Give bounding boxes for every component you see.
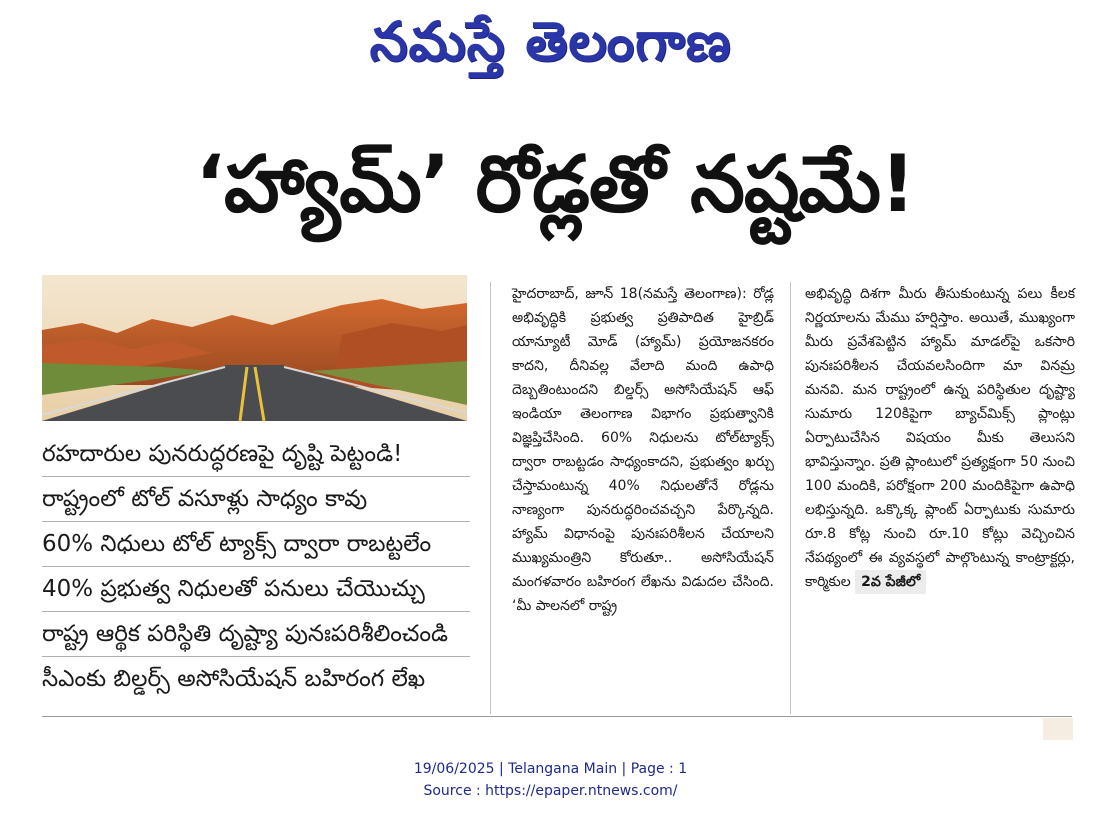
article-headline: ‘హ్యామ్’ రోడ్లతో నష్టమే! xyxy=(195,140,915,230)
page-footer xyxy=(0,758,1101,802)
bottom-divider xyxy=(42,716,1072,717)
corner-tag xyxy=(1043,718,1073,740)
article-column-2 xyxy=(805,282,1075,594)
footer-date-line: 19/06/2025 | Telangana Main | Page : 1 xyxy=(413,761,688,777)
column-divider xyxy=(790,282,791,714)
highlight-point: 60% నిధులు టోల్ ట్యాక్స్ ద్వారా రాబట్టలేం xyxy=(42,522,470,567)
article-column-1: హైదరాబాద్, జూన్ 18(నమస్తే తెలంగాణ): రోడ్ల అభివృద్ధికి ప్రభుత్వ ప్రతిపాదిత హైబ్రిడ్ యాన్యూటీ మోడ్ (హ్యామ్) ప్రయోజనకరం కాదని, దీనివల్ల వేలాది మంది ఉపాధి దెబ్బతింటుందని బిల్డర్స్ అసోసియేషన్ ఆఫ్ ఇండియా తెలంగాణ విభాగం ప్రభుత్వానికి విజ్ఞప్తిచేసింది. 60% నిధులను టోల్‌ట్యాక్స్ ద్వారా రాబట్టడం సాధ్యంకాదని, ప్రభుత్వం ఖర్చు చేస్తామంటున్న 40% నిధులతోనే రోడ్లను నాణ్యంగా పునరుద్ధరించవచ్చని పేర్కొన్నది. హ్యామ్ విధానంపై పునఃపరిశీలన చేయాలని ముఖ్యమంత్రిని కోరుతూ.. అసోసియేషన్ మంగళవారం బహిరంగ లేఖను విడుదల చేసింది. ‘మీ పాలనలో రాష్ట్ర xyxy=(512,286,774,614)
highlight-point: రాష్ట్ర ఆర్థిక పరిస్థితి దృష్ట్యా పునఃపరిశీలించండి xyxy=(42,612,470,657)
highlight-point: 40% ప్రభుత్వ నిధులతో పనులు చేయొచ్చు xyxy=(42,567,470,612)
continued-page-label: 2వ పేజీలో xyxy=(855,570,926,594)
road-photo-illustration xyxy=(42,275,467,421)
highlight-point: రాష్ట్రంలో టోల్ వసూళ్లు సాధ్యం కావు xyxy=(42,477,470,522)
column-divider xyxy=(490,282,491,714)
highlight-point: రహదారుల పునరుద్ధరణపై దృష్టి పెట్టండి! xyxy=(42,432,470,477)
highlight-points xyxy=(42,432,470,701)
newspaper-masthead: నమస్తే తెలంగాణ xyxy=(369,10,732,73)
road-mountain-photo xyxy=(42,275,467,421)
footer-source-line[interactable]: Source : https://epaper.ntnews.com/ xyxy=(423,783,678,799)
highlight-point: సీఎంకు బిల్డర్స్ అసోసియేషన్ బహిరంగ లేఖ xyxy=(42,666,426,692)
article-column-2-text: అభివృద్ధి దిశగా మీరు తీసుకుంటున్న పలు కీలక నిర్ణయాలను మేము హర్షిస్తాం. అయితే, ముఖ్యంగా మీరు ప్రవేశపెట్టిన హ్యామ్ మాడల్‌పై ఒకసారి పునఃపరిశీలన చేయవలసిందిగా మా వినమ్ర మనవి. మన రాష్ట్రంలో ఉన్న పరిస్థితుల దృష్ట్యా సుమారు 120కిపైగా బ్యాచ్‌మిక్స్ ప్లాంట్లు ఏర్పాటుచేసిన విషయం మీకు తెలుసని భావిస్తున్నాం. ప్రతి ప్లాంటులో ప్రత్యక్షంగా 50 నుంచి 100 మందికి, పరోక్షంగా 200 మందికిపైగా ఉపాధి లభిస్తున్నది. ఒక్కొక్క ప్లాంట్ ఏర్పాటుకు సుమారు రూ.8 కోట్ల నుంచి రూ.10 కోట్లు వెచ్చించిన నేపథ్యంలో ఈ వ్యవస్థలో పాల్గొంటున్న కాంట్రాక్టర్లు, కార్మికుల xyxy=(805,286,1075,590)
